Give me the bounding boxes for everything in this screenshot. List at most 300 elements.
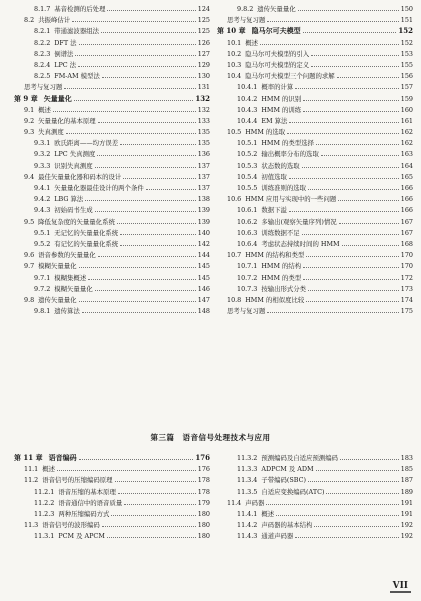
toc-entry-number: 10.7.1 xyxy=(237,262,258,271)
dot-leader xyxy=(339,216,399,224)
toc-chapter-entry xyxy=(14,93,210,104)
dot-leader xyxy=(338,193,399,201)
toc-entry-number: 10.4.3 xyxy=(237,105,258,114)
toc-entry-page: 192 xyxy=(400,521,413,530)
toc-entry xyxy=(14,137,210,148)
toc-entry-page: 172 xyxy=(400,273,413,282)
dot-leader xyxy=(102,519,196,527)
toc-entry-title: 矢量量化 xyxy=(43,93,72,103)
toc-entry-title: 语音信号的波形编码 xyxy=(42,521,100,530)
toc-entry xyxy=(217,182,413,193)
toc-entry-page: 183 xyxy=(400,454,413,462)
dot-leader xyxy=(316,463,399,471)
toc-entry-number: 10.4.4 xyxy=(237,116,258,125)
part-title: 语音信号处理技术与应用 xyxy=(182,433,271,442)
dot-leader xyxy=(79,37,196,45)
toc-entry-page: 165 xyxy=(400,172,413,181)
toc-entry-number: 10.4.1 xyxy=(237,83,258,92)
toc-entry-title: 隐马尔可夫模型三个问题的求解 xyxy=(245,72,335,81)
dot-leader xyxy=(308,182,399,190)
dot-leader xyxy=(289,204,399,212)
toc-entry xyxy=(217,474,413,485)
toc-entry xyxy=(217,227,413,238)
dot-leader xyxy=(303,260,399,268)
toc-entry-page: 180 xyxy=(197,532,210,541)
dot-leader xyxy=(79,260,196,268)
toc-entry-number: 11.3.3 xyxy=(237,465,258,474)
toc-entry xyxy=(14,14,210,25)
toc-entry-page: 166 xyxy=(400,184,413,192)
toc-entry-number: 10.6 xyxy=(227,195,242,204)
toc-entry-title: 模糊矢量量化 xyxy=(38,262,77,271)
toc-entry-title: 概述 xyxy=(245,38,259,47)
toc-entry-number: 10.7 xyxy=(227,251,242,260)
dot-leader xyxy=(303,25,397,33)
toc-entry-number: 9.5.2 xyxy=(34,239,51,248)
toc-entry-page: 167 xyxy=(400,228,413,237)
part-label: 第三篇 xyxy=(150,433,175,442)
toc-entry-title: 预测编码及自适应预测编码 xyxy=(261,454,339,462)
toc-entry-title: PCM 及 APCM xyxy=(58,532,105,541)
toc-entry xyxy=(14,182,210,193)
toc-entry-page: 192 xyxy=(400,532,413,541)
toc-entry-title: 共振峰估计 xyxy=(38,16,71,25)
dot-leader xyxy=(124,497,196,505)
toc-entry-page: 124 xyxy=(197,5,210,13)
dot-leader xyxy=(303,93,399,101)
toc-entry-page: 125 xyxy=(197,27,210,36)
dot-leader xyxy=(340,452,399,460)
dot-leader xyxy=(88,272,196,280)
toc-entry-number: 10.7.2 xyxy=(237,273,258,282)
toc-entry xyxy=(217,249,413,260)
dot-leader xyxy=(64,81,195,89)
toc-entry-title: 声码器 xyxy=(245,498,265,507)
dot-leader xyxy=(276,508,399,516)
toc-entry-title: HMM 的结构和类型 xyxy=(245,251,305,260)
toc-entry-title: LPC 法 xyxy=(54,60,77,69)
toc-entry-page: 166 xyxy=(400,195,413,204)
toc-entry xyxy=(14,216,210,227)
toc-entry xyxy=(217,104,413,115)
toc-entry xyxy=(14,160,210,171)
toc-entry-title: 思考与复习题 xyxy=(24,83,63,92)
toc-entry-page: 136 xyxy=(197,150,210,159)
toc-entry-number: 8.2 xyxy=(24,16,35,25)
toc-entry xyxy=(217,160,413,171)
toc-entry xyxy=(217,148,413,159)
toc-entry-number: 9.1 xyxy=(24,105,35,114)
toc-entry-number: 第 9 章 xyxy=(14,93,38,103)
toc-entry xyxy=(14,238,210,249)
toc-entry-title: 遗传矢量量化 xyxy=(257,5,296,13)
toc-entry-number: 第 11 章 xyxy=(14,453,43,462)
toc-entry-page: 157 xyxy=(400,83,413,92)
toc-entry-page: 156 xyxy=(400,72,413,81)
toc-entry-page: 145 xyxy=(197,273,210,282)
toc-entry xyxy=(14,497,210,508)
toc-entry-page: 139 xyxy=(197,206,210,215)
toc-entry xyxy=(14,148,210,159)
toc-entry xyxy=(217,294,413,305)
toc-entry-title: 概述 xyxy=(42,465,56,474)
toc-entry xyxy=(14,227,210,238)
toc-entry-number: 11.2.2 xyxy=(34,498,55,507)
toc-entry-number: 8.2.3 xyxy=(34,49,51,58)
dot-leader xyxy=(101,25,196,33)
dot-leader xyxy=(102,70,196,78)
toc-entry xyxy=(217,3,413,14)
toc-entry-page: 153 xyxy=(400,49,413,58)
toc-entry-title: HMM 的识别 xyxy=(261,94,302,103)
toc-entry xyxy=(217,260,413,271)
toc-entry-title: HMM 的类型选择 xyxy=(261,139,314,148)
dot-leader xyxy=(79,294,196,302)
dot-leader xyxy=(302,227,399,235)
toc-entry xyxy=(217,48,413,59)
toc-entry-title: HMM 的训练 xyxy=(261,105,302,114)
toc-entry-number: 11.2.1 xyxy=(34,487,55,496)
toc-entry xyxy=(14,25,210,36)
toc-entry-title: 降低复杂度的矢量量化系统 xyxy=(38,217,115,226)
toc-entry xyxy=(217,272,413,283)
toc-entry xyxy=(14,294,210,305)
toc-entry-page: 178 xyxy=(197,487,210,496)
toc-entry-page: 175 xyxy=(400,307,413,316)
dot-leader xyxy=(295,81,399,89)
toc-entry-page: 152 xyxy=(400,38,413,47)
toc-entry-number: 9.4.2 xyxy=(34,195,51,204)
dot-leader xyxy=(308,283,399,291)
dot-leader xyxy=(311,59,399,67)
toc-entry-number: 9.3.3 xyxy=(34,161,51,170)
toc-entry xyxy=(217,508,413,519)
toc-entry xyxy=(217,115,413,126)
toc-entry-number: 11.4.2 xyxy=(237,521,258,530)
toc-entry-page: 159 xyxy=(400,94,413,103)
toc-entry-number: 11.3.2 xyxy=(237,454,258,462)
dot-leader xyxy=(287,126,399,134)
dot-leader xyxy=(306,249,399,257)
toc-entry-page: 137 xyxy=(197,184,210,192)
toc-entry-number: 10.6.2 xyxy=(237,217,258,226)
toc-entry-number: 8.2.2 xyxy=(34,38,51,47)
toc-entry-number: 10.7.3 xyxy=(237,284,258,293)
dot-leader xyxy=(120,238,196,246)
dot-leader xyxy=(98,115,196,123)
toc-entry-number: 11.4.1 xyxy=(237,509,258,518)
toc-entry-number: 10.5.2 xyxy=(237,150,258,159)
toc-entry-page: 126 xyxy=(197,38,210,47)
toc-entry-page: 146 xyxy=(197,284,210,293)
toc-entry-number: 9.6 xyxy=(24,251,35,260)
toc-entry xyxy=(14,37,210,48)
toc-entry xyxy=(217,452,413,463)
toc-entry xyxy=(217,305,413,316)
toc-entry-number: 9.4.1 xyxy=(34,184,51,192)
toc-entry-title: 模糊集概述 xyxy=(54,273,87,282)
toc-entry-page: 178 xyxy=(197,476,210,485)
dot-leader xyxy=(118,486,196,494)
toc-entry-number: 10.5.4 xyxy=(237,172,258,181)
dot-leader xyxy=(342,238,399,246)
toc-entry-page: 151 xyxy=(400,16,413,25)
toc-entry-title: 有记忆的矢量量化系统 xyxy=(54,239,119,248)
toc-entry-page: 161 xyxy=(400,116,413,125)
toc-entry-number: 10.4 xyxy=(227,72,242,81)
toc-entry-title: LBG 算法 xyxy=(54,195,84,204)
dot-leader xyxy=(308,474,399,482)
toc-entry-title: 语音压缩的基本原理 xyxy=(58,487,116,496)
toc-entry-number: 10.8 xyxy=(227,295,242,304)
dot-leader xyxy=(311,48,399,56)
toc-entry-page: 179 xyxy=(197,498,210,507)
toc-entry xyxy=(14,193,210,204)
dot-leader xyxy=(321,148,399,156)
toc-entry-number: 9.3.1 xyxy=(34,139,51,148)
toc-entry-title: 自适应变换编码(ATC) xyxy=(261,487,325,496)
toc-entry-page: 131 xyxy=(197,83,210,92)
toc-entry-number: 9.5 xyxy=(24,217,35,226)
toc-entry-number: 9.2 xyxy=(24,116,35,125)
toc-entry-page: 135 xyxy=(197,128,210,137)
toc-entry-number: 9.7.1 xyxy=(34,273,51,282)
toc-entry-number: 9.4.3 xyxy=(34,206,51,215)
toc-chapter-entry xyxy=(217,25,413,36)
toc-entry-number: 11.1 xyxy=(24,465,39,474)
toc-entry-page: 129 xyxy=(197,60,210,69)
toc-entry-page: 160 xyxy=(400,105,413,114)
toc-entry xyxy=(14,104,210,115)
toc-entry-page: 150 xyxy=(400,5,413,13)
toc-entry-number: 9.5.1 xyxy=(34,228,51,237)
toc-entry-number: 11.3.5 xyxy=(237,487,258,496)
toc-column-left xyxy=(14,3,210,316)
toc-entry-page: 142 xyxy=(197,239,210,248)
toc-entry xyxy=(14,260,210,271)
toc-entry-number: 9.7 xyxy=(24,262,35,271)
toc-entry xyxy=(14,519,210,530)
toc-entry-title: HMM 的类型 xyxy=(261,273,302,282)
toc-entry xyxy=(14,3,210,14)
toc-entry-page: 137 xyxy=(197,172,210,181)
toc-entry-number: 9.4 xyxy=(24,172,35,181)
toc-entry-page: 148 xyxy=(197,307,210,316)
toc-entry-number: 10.5.1 xyxy=(237,139,258,148)
dot-leader xyxy=(57,463,196,471)
dot-leader xyxy=(95,204,196,212)
toc-entry-number: 9.3.2 xyxy=(34,150,51,159)
toc-entry-page: 163 xyxy=(400,150,413,159)
toc-entry xyxy=(14,463,210,474)
toc-entry-title: 欧氏距离——均方误差 xyxy=(54,139,119,148)
toc-entry-page: 170 xyxy=(400,262,413,271)
dot-leader xyxy=(295,530,399,538)
toc-entry xyxy=(14,305,210,316)
toc-entry-title: 两种压缩编码方式 xyxy=(58,509,110,518)
dot-leader xyxy=(289,171,399,179)
toc-entry xyxy=(14,486,210,497)
toc-entry-number: 10.5.5 xyxy=(237,184,258,192)
toc-entry-number: 10.3 xyxy=(227,60,242,69)
toc-entry xyxy=(14,115,210,126)
toc-entry-number: 9.7.2 xyxy=(34,284,51,293)
toc-entry xyxy=(14,59,210,70)
toc-entry xyxy=(14,126,210,137)
toc-entry-number: 11.3 xyxy=(24,521,39,530)
toc-entry xyxy=(14,530,210,541)
toc-entry-page: 138 xyxy=(197,195,210,204)
toc-entry xyxy=(14,204,210,215)
toc-entry-title: 隐马尔可夫模型的定义 xyxy=(245,60,310,69)
toc-entry-number: 11.4 xyxy=(227,498,242,507)
toc-entry-number: 10.4.2 xyxy=(237,94,258,103)
toc-entry-title: 概述 xyxy=(261,509,275,518)
toc-entry-title: 遗传矢量量化 xyxy=(38,295,77,304)
toc-entry-page: 164 xyxy=(400,161,413,170)
dot-leader xyxy=(107,530,196,538)
dot-leader xyxy=(95,160,196,168)
toc-entry-title: 矢量量化的基本原理 xyxy=(38,116,96,125)
toc-entry-page: 174 xyxy=(400,295,413,304)
toc-entry-page: 155 xyxy=(400,60,413,69)
toc-entry xyxy=(217,463,413,474)
toc-entry-number: 10.6.1 xyxy=(237,206,258,215)
toc-entry-title: 模糊矢量量化 xyxy=(54,284,93,293)
dot-leader xyxy=(146,182,196,190)
toc-entry-page: 185 xyxy=(400,465,413,474)
toc-entry-title: 识别失真测度 xyxy=(54,161,93,170)
dot-leader xyxy=(337,70,399,78)
toc-entry-title: HMM 应用与实现中的一些问题 xyxy=(245,195,337,204)
toc-column-bottom-left xyxy=(14,452,210,542)
toc-entry-number: 9.3 xyxy=(24,128,35,137)
toc-entry xyxy=(217,530,413,541)
toc-entry-title: 考虑状态持续时间的 HMM xyxy=(261,239,340,248)
toc-entry-page: 127 xyxy=(197,49,210,58)
toc-entry xyxy=(217,93,413,104)
dot-leader xyxy=(115,474,196,482)
toc-entry-title: 失真测度 xyxy=(38,128,64,137)
toc-entry-title: 概率的计算 xyxy=(261,83,294,92)
toc-entry-number: 10.6.4 xyxy=(237,239,258,248)
toc-entry-page: 145 xyxy=(197,262,210,271)
toc-column-bottom-right xyxy=(217,452,413,542)
dot-leader xyxy=(314,519,398,527)
toc-entry-page: 133 xyxy=(197,116,210,125)
toc-entry xyxy=(217,486,413,497)
toc-entry-title: 无记忆的矢量量化系统 xyxy=(54,228,119,237)
toc-entry-page: 137 xyxy=(197,161,210,170)
toc-entry xyxy=(217,193,413,204)
toc-entry-title: HMM 的选取 xyxy=(245,128,286,137)
toc-entry xyxy=(14,474,210,485)
toc-entry-number: 10.5.3 xyxy=(237,161,258,170)
toc-entry-page: 166 xyxy=(400,206,413,215)
dot-leader xyxy=(303,272,399,280)
toc-chapter-entry xyxy=(14,452,210,463)
dot-leader xyxy=(75,48,195,56)
dot-leader xyxy=(326,486,398,494)
toc-entry xyxy=(217,14,413,25)
toc-entry xyxy=(14,70,210,81)
toc-entry-number: 11.3.4 xyxy=(237,476,258,485)
toc-entry xyxy=(217,238,413,249)
toc-entry-number: 第 10 章 xyxy=(217,26,246,36)
toc-entry-page: 176 xyxy=(195,453,210,462)
toc-entry-title: 初始码书生成 xyxy=(54,206,93,215)
toc-entry-number: 9.8.2 xyxy=(237,5,254,13)
toc-entry-number: 8.2.1 xyxy=(34,27,51,36)
toc-entry xyxy=(217,137,413,148)
toc-entry-title: 思考与复习题 xyxy=(227,16,266,25)
toc-entry-title: 概述 xyxy=(38,105,51,114)
toc-entry-page: 144 xyxy=(197,251,210,260)
toc-entry-title: EM 算法 xyxy=(261,116,288,125)
toc-entry-title: 通道声码器 xyxy=(261,532,294,541)
toc-entry-number: 9.8 xyxy=(24,295,35,304)
toc-entry xyxy=(217,204,413,215)
toc-entry-title: HMM 的结构 xyxy=(261,262,302,271)
toc-entry-title: LPC 失真测度 xyxy=(54,150,96,159)
dot-leader xyxy=(53,104,196,112)
page-number: VII xyxy=(390,581,411,593)
part-heading xyxy=(0,432,421,443)
toc-entry-title: 矢量量化器最佳设计的两个条件 xyxy=(54,184,144,192)
dot-leader xyxy=(289,115,398,123)
toc-entry-page: 152 xyxy=(398,26,413,36)
dot-leader xyxy=(107,3,195,11)
dot-leader xyxy=(267,14,398,22)
toc-entry-number: 10.1 xyxy=(227,38,242,47)
toc-entry-title: DFT 法 xyxy=(54,38,77,47)
dot-leader xyxy=(123,171,196,179)
toc-entry-page: 167 xyxy=(400,217,413,226)
toc-entry-title: 隐马尔可夫模型 xyxy=(251,26,301,36)
toc-entry-page: 139 xyxy=(197,217,210,226)
toc-entry-page: 130 xyxy=(197,72,210,81)
toc-entry xyxy=(217,126,413,137)
dot-leader xyxy=(97,148,196,156)
toc-entry-number: 10.6.3 xyxy=(237,228,258,237)
toc-entry-number: 10.5 xyxy=(227,128,242,137)
toc-entry-title: 思考与复习题 xyxy=(227,307,266,316)
toc-entry-number: 11.4.3 xyxy=(237,532,258,541)
toc-entry-title: 语音编码 xyxy=(48,453,77,462)
toc-entry-title: 多输出(观察矢量序列)情况 xyxy=(261,217,337,226)
dot-leader xyxy=(78,59,196,67)
toc-entry-page: 147 xyxy=(197,295,210,304)
dot-leader xyxy=(82,305,196,313)
toc-entry-title: 隐马尔可夫模型的引入 xyxy=(245,49,310,58)
dot-leader xyxy=(306,294,399,302)
toc-entry-title: 初值选取 xyxy=(261,172,287,181)
toc-entry-page: 162 xyxy=(400,139,413,148)
dot-leader xyxy=(74,93,194,101)
toc-entry-title: 语音参数的矢量量化 xyxy=(38,251,96,260)
dot-leader xyxy=(120,227,196,235)
toc-entry-title: 数据下溢 xyxy=(261,206,287,215)
toc-entry-title: HMM 的相似度比较 xyxy=(245,295,305,304)
toc-entry-title: 遗传算法 xyxy=(54,307,80,316)
dot-leader xyxy=(302,160,399,168)
toc-entry xyxy=(217,37,413,48)
dot-leader xyxy=(79,452,194,460)
toc-entry-title: 训练数据不足 xyxy=(261,228,300,237)
toc-entry-page: 135 xyxy=(197,139,210,148)
dot-leader xyxy=(95,283,196,291)
dot-leader xyxy=(72,14,196,22)
